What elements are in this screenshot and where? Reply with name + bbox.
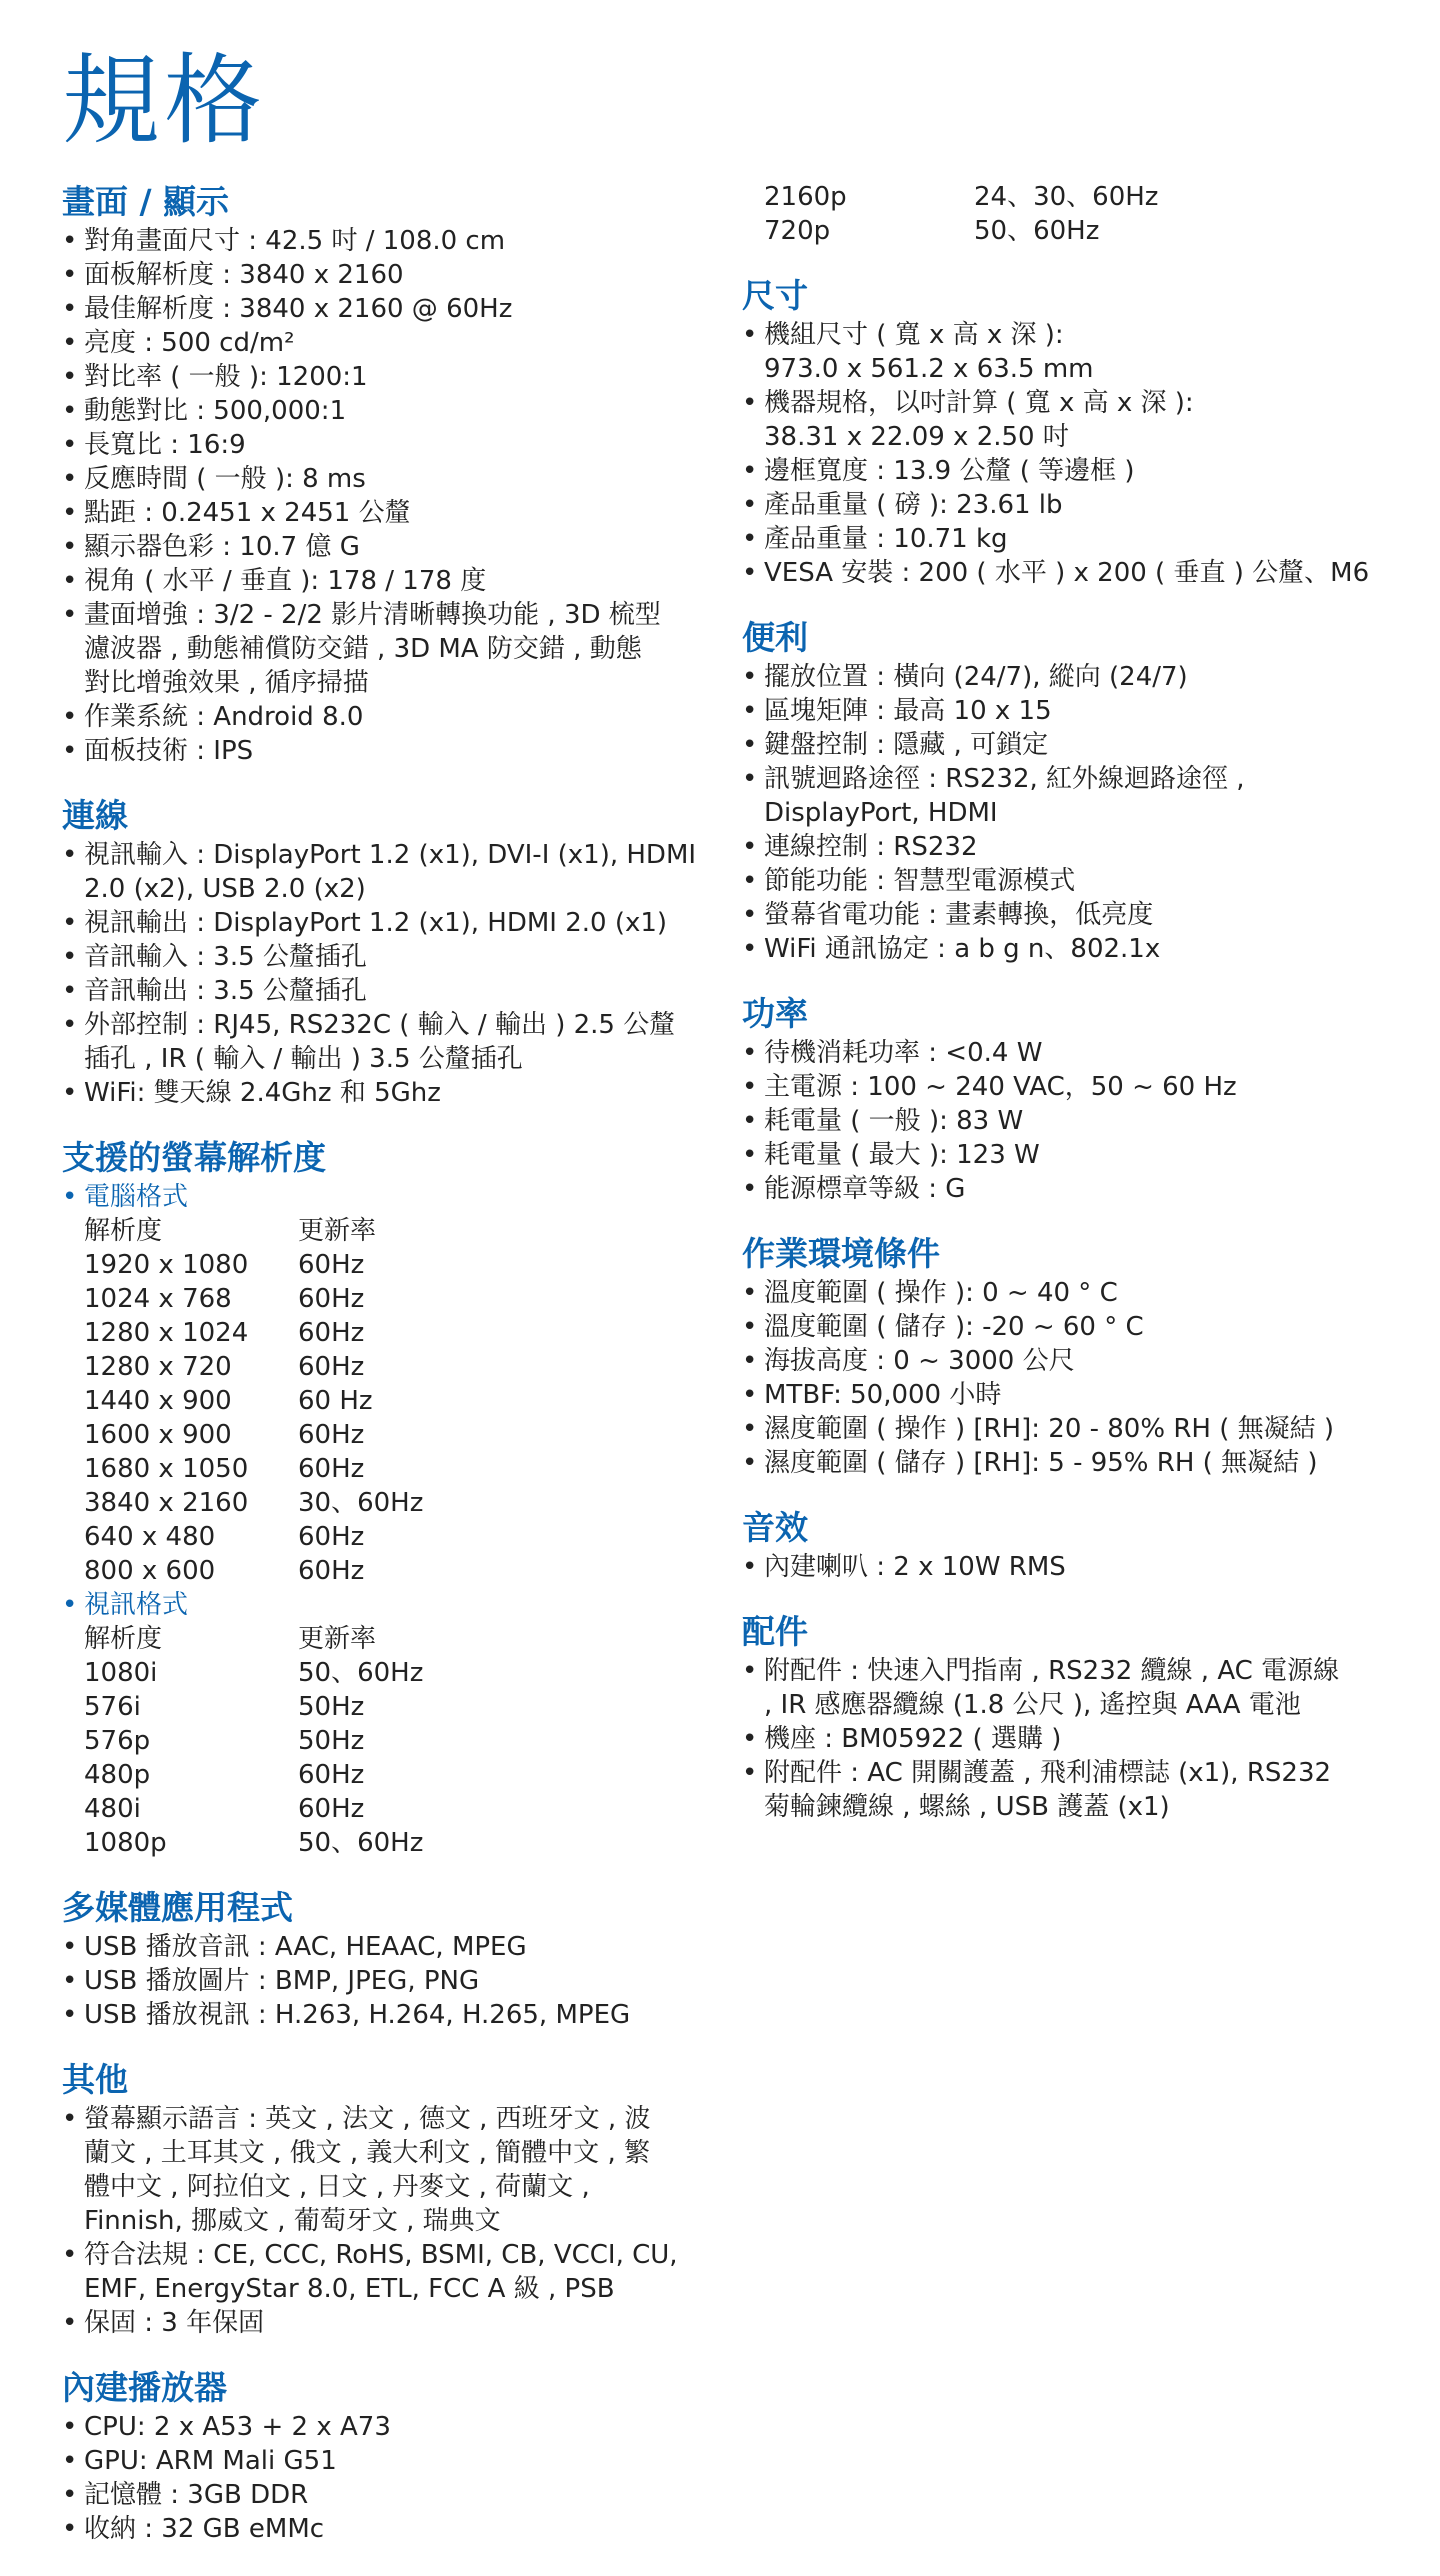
spec-item: • 訊號迴路途徑 : RS232, 紅外線迴路途徑 , DisplayPort, HDMI — [742, 762, 1402, 830]
table-row — [84, 1282, 712, 1316]
resolution-cell: 1920 x 1080 — [84, 1250, 249, 1280]
spec-list — [742, 1036, 1402, 1206]
section-accessories — [742, 1610, 1402, 1824]
spec-item: • 收納 : 32 GB eMMc — [62, 2512, 712, 2546]
section-title: 支援的螢幕解析度 — [62, 1138, 326, 1177]
spec-item: • 對比率 ( 一般 ): 1200:1 — [62, 360, 712, 394]
section-title: 音效 — [742, 1508, 808, 1547]
spec-item: • 連線控制 : RS232 — [742, 830, 1402, 864]
refresh-rate-cell: 60Hz — [298, 1556, 365, 1586]
spec-list — [742, 1276, 1402, 1480]
spec-item: • 附配件 : 快速入門指南 , RS232 纜線 , AC 電源線 , IR 感應器纜線 (1.8 公尺 ), 遙控與 AAA 電池 — [742, 1654, 1402, 1722]
table-header-row — [84, 1622, 712, 1656]
spec-item: • 長寬比 : 16:9 — [62, 428, 712, 462]
spec-item: • 符合法規 : CE, CCC, RoHS, BSMI, CB, VCCI, CU, EMF, EnergyStar 8.0, ETL, FCC A 級 , PSB — [62, 2238, 712, 2306]
table-row — [84, 1418, 712, 1452]
page-title: 規格 — [62, 44, 267, 158]
header-refresh-rate: 更新率 — [298, 1624, 377, 1654]
spec-item: • 畫面增強 : 3/2 - 2/2 影片清晰轉換功能 , 3D 梳型 濾波器 , 動態補償防交錯 , 3D MA 防交錯 , 動態 對比增強效果 , 循序掃描 — [62, 598, 712, 700]
refresh-rate-cell: 50、60Hz — [298, 1828, 424, 1858]
refresh-rate-cell: 30、60Hz — [298, 1488, 424, 1518]
spec-item: • 內建喇叭 : 2 x 10W RMS — [742, 1550, 1402, 1584]
section-display — [62, 180, 712, 768]
resolution-cell: 480p — [84, 1760, 151, 1790]
table-row — [84, 1758, 712, 1792]
resolution-cell: 720p — [764, 216, 831, 246]
table-row — [84, 1826, 712, 1860]
section-title: 畫面 / 顯示 — [62, 182, 230, 221]
resolution-cell: 1280 x 1024 — [84, 1318, 249, 1348]
table-header-row — [84, 1214, 712, 1248]
table-row — [84, 1316, 712, 1350]
resolution-cell: 1440 x 900 — [84, 1386, 232, 1416]
spec-item: • WiFi: 雙天線 2.4Ghz 和 5Ghz — [62, 1076, 712, 1110]
header-resolution: 解析度 — [84, 1216, 163, 1246]
pc-resolution-table — [84, 1214, 712, 1588]
section-title: 其他 — [62, 2060, 128, 2099]
spec-item: • 音訊輸入 : 3.5 公釐插孔 — [62, 940, 712, 974]
section-title: 連線 — [62, 796, 128, 835]
section-power — [742, 992, 1402, 1206]
resolution-cell: 3840 x 2160 — [84, 1488, 249, 1518]
spec-item: • 螢幕省電功能 : 畫素轉換，低亮度 — [742, 898, 1402, 932]
resolution-cell: 1024 x 768 — [84, 1284, 232, 1314]
video-resolution-table-continued — [764, 180, 1402, 248]
spec-list — [62, 1180, 712, 1214]
spec-item: • 點距 : 0.2451 x 2451 公釐 — [62, 496, 712, 530]
spec-item: • 最佳解析度 : 3840 x 2160 @ 60Hz — [62, 292, 712, 326]
spec-list — [62, 1588, 712, 1622]
table-row — [84, 1520, 712, 1554]
spec-item: • 機器規格，以吋計算 ( 寬 x 高 x 深 ): 38.31 x 22.09 x 2.50 吋 — [742, 386, 1402, 454]
spec-item: • 機組尺寸 ( 寬 x 高 x 深 ): 973.0 x 561.2 x 63.5 mm — [742, 318, 1402, 386]
section-title: 尺寸 — [742, 276, 808, 315]
spec-item: • 面板解析度 : 3840 x 2160 — [62, 258, 712, 292]
spec-item: • 濕度範圍 ( 操作 ) [RH]: 20 - 80% RH ( 無凝結 ) — [742, 1412, 1402, 1446]
spec-list — [62, 224, 712, 768]
refresh-rate-cell: 60Hz — [298, 1760, 365, 1790]
section-player — [62, 2366, 712, 2546]
table-row — [84, 1248, 712, 1282]
resolution-cell: 2160p — [764, 182, 847, 212]
section-connectivity — [62, 794, 712, 1110]
table-row — [764, 214, 1402, 248]
spec-item: • 主電源 : 100 ~ 240 VAC，50 ~ 60 Hz — [742, 1070, 1402, 1104]
refresh-rate-cell: 50、60Hz — [298, 1658, 424, 1688]
section-misc — [62, 2058, 712, 2340]
section-resolutions — [62, 1136, 712, 1860]
resolution-cell: 800 x 600 — [84, 1556, 216, 1586]
spec-item: • 螢幕顯示語言 : 英文 , 法文 , 德文 , 西班牙文 , 波 蘭文 , 土耳其文 , 俄文 , 義大利文 , 簡體中文 , 繁 體中文 , 阿拉伯文 , 日文 , 丹麥文 , 荷蘭文 , Finnish, 挪威文 , 葡萄牙文 , 瑞典文 — [62, 2102, 712, 2238]
spec-list — [742, 660, 1402, 966]
spec-item: • 視角 ( 水平 / 垂直 ): 178 / 178 度 — [62, 564, 712, 598]
spec-item: • 顯示器色彩 : 10.7 億 G — [62, 530, 712, 564]
refresh-rate-cell: 60 Hz — [298, 1386, 373, 1416]
section-convenience — [742, 616, 1402, 966]
resolution-cell: 1080i — [84, 1658, 158, 1688]
refresh-rate-cell: 60Hz — [298, 1284, 365, 1314]
section-title: 功率 — [742, 994, 808, 1033]
spec-item: • 能源標章等級 : G — [742, 1172, 1402, 1206]
spec-item: • WiFi 通訊協定 : a b g n、802.1x — [742, 932, 1402, 966]
section-title: 作業環境條件 — [742, 1234, 940, 1273]
spec-item: • 海拔高度 : 0 ~ 3000 公尺 — [742, 1344, 1402, 1378]
spec-list — [62, 1930, 712, 2032]
refresh-rate-cell: 60Hz — [298, 1250, 365, 1280]
spec-item: • 機座 : BM05922 ( 選購 ) — [742, 1722, 1402, 1756]
video-resolution-table — [84, 1622, 712, 1860]
refresh-rate-cell: 60Hz — [298, 1352, 365, 1382]
resolution-cell: 480i — [84, 1794, 141, 1824]
spec-item: • 視訊輸入 : DisplayPort 1.2 (x1), DVI-I (x1), HDMI 2.0 (x2), USB 2.0 (x2) — [62, 838, 712, 906]
spec-item: • VESA 安裝 : 200 ( 水平 ) x 200 ( 垂直 ) 公釐、M6 — [742, 556, 1402, 590]
table-row — [84, 1486, 712, 1520]
left-column — [62, 180, 712, 2572]
table-row — [84, 1724, 712, 1758]
spec-list — [62, 2102, 712, 2340]
spec-item: • USB 播放視訊 : H.263, H.264, H.265, MPEG — [62, 1998, 712, 2032]
table-row — [764, 180, 1402, 214]
spec-item: • USB 播放音訊 : AAC, HEAAC, MPEG — [62, 1930, 712, 1964]
refresh-rate-cell: 60Hz — [298, 1522, 365, 1552]
table-row — [84, 1384, 712, 1418]
table-row — [84, 1792, 712, 1826]
refresh-rate-cell: 60Hz — [298, 1318, 365, 1348]
table-row — [84, 1554, 712, 1588]
spec-item: • 反應時間 ( 一般 ): 8 ms — [62, 462, 712, 496]
resolution-cell: 576p — [84, 1726, 151, 1756]
section-title: 多媒體應用程式 — [62, 1888, 293, 1927]
section-title: 配件 — [742, 1612, 808, 1651]
spec-list — [62, 2410, 712, 2546]
spec-list — [742, 1550, 1402, 1584]
spec-item: • 作業系統 : Android 8.0 — [62, 700, 712, 734]
refresh-rate-cell: 24、30、60Hz — [974, 182, 1159, 212]
resolution-cell: 1600 x 900 — [84, 1420, 232, 1450]
table-row — [84, 1656, 712, 1690]
spec-item: • GPU: ARM Mali G51 — [62, 2444, 712, 2478]
spec-list — [742, 1654, 1402, 1824]
table-row — [84, 1690, 712, 1724]
spec-item: • 音訊輸出 : 3.5 公釐插孔 — [62, 974, 712, 1008]
spec-list — [62, 838, 712, 1110]
refresh-rate-cell: 60Hz — [298, 1454, 365, 1484]
spec-item: • 溫度範圍 ( 操作 ): 0 ~ 40 ° C — [742, 1276, 1402, 1310]
spec-item: • 附配件 : AC 開關護蓋 , 飛利浦標誌 (x1), RS232 菊輪鍊纜線 , 螺絲 , USB 護蓋 (x1) — [742, 1756, 1402, 1824]
spec-item: • 邊框寬度 : 13.9 公釐 ( 等邊框 ) — [742, 454, 1402, 488]
spec-item: • 面板技術 : IPS — [62, 734, 712, 768]
spec-item: • 擺放位置 : 橫向 (24/7), 縱向 (24/7) — [742, 660, 1402, 694]
refresh-rate-cell: 50Hz — [298, 1692, 365, 1722]
resolution-cell: 576i — [84, 1692, 141, 1722]
refresh-rate-cell: 60Hz — [298, 1794, 365, 1824]
section-dimensions — [742, 274, 1402, 590]
pc-formats-label: • 電腦格式 — [62, 1180, 712, 1214]
section-video-formats-continued — [742, 180, 1402, 248]
spec-item: • 鍵盤控制 : 隱藏 , 可鎖定 — [742, 728, 1402, 762]
refresh-rate-cell: 50Hz — [298, 1726, 365, 1756]
spec-item: • 耗電量 ( 最大 ): 123 W — [742, 1138, 1402, 1172]
section-title: 便利 — [742, 618, 808, 657]
spec-item: • 濕度範圍 ( 儲存 ) [RH]: 5 - 95% RH ( 無凝結 ) — [742, 1446, 1402, 1480]
table-row — [84, 1350, 712, 1384]
spec-item: • USB 播放圖片 : BMP, JPEG, PNG — [62, 1964, 712, 1998]
section-environment — [742, 1232, 1402, 1480]
spec-item: • 對角畫面尺寸 : 42.5 吋 / 108.0 cm — [62, 224, 712, 258]
section-title: 內建播放器 — [62, 2368, 227, 2407]
section-sound — [742, 1506, 1402, 1584]
spec-item: • 待機消耗功率 : <0.4 W — [742, 1036, 1402, 1070]
section-multimedia — [62, 1886, 712, 2032]
spec-item: • 記憶體 : 3GB DDR — [62, 2478, 712, 2512]
spec-item: • CPU: 2 x A53 + 2 x A73 — [62, 2410, 712, 2444]
spec-item: • 產品重量 : 10.71 kg — [742, 522, 1402, 556]
spec-item: • 耗電量 ( 一般 ): 83 W — [742, 1104, 1402, 1138]
spec-item: • 溫度範圍 ( 儲存 ): -20 ~ 60 ° C — [742, 1310, 1402, 1344]
spec-item: • 外部控制 : RJ45, RS232C ( 輸入 / 輸出 ) 2.5 公釐 插孔 , IR ( 輸入 / 輸出 ) 3.5 公釐插孔 — [62, 1008, 712, 1076]
spec-item: • MTBF: 50,000 小時 — [742, 1378, 1402, 1412]
spec-item: • 動態對比 : 500,000:1 — [62, 394, 712, 428]
table-row — [84, 1452, 712, 1486]
refresh-rate-cell: 60Hz — [298, 1420, 365, 1450]
spec-item: • 節能功能 : 智慧型電源模式 — [742, 864, 1402, 898]
resolution-cell: 640 x 480 — [84, 1522, 216, 1552]
spec-item: • 保固 : 3 年保固 — [62, 2306, 712, 2340]
refresh-rate-cell: 50、60Hz — [974, 216, 1100, 246]
header-refresh-rate: 更新率 — [298, 1216, 377, 1246]
resolution-cell: 1080p — [84, 1828, 167, 1858]
spec-list — [742, 318, 1402, 590]
resolution-cell: 1680 x 1050 — [84, 1454, 249, 1484]
resolution-cell: 1280 x 720 — [84, 1352, 232, 1382]
spec-item: • 區塊矩陣 : 最高 10 x 15 — [742, 694, 1402, 728]
spec-item: • 產品重量 ( 磅 ): 23.61 lb — [742, 488, 1402, 522]
spec-item: • 亮度 : 500 cd/m² — [62, 326, 712, 360]
header-resolution: 解析度 — [84, 1624, 163, 1654]
right-column — [742, 180, 1402, 1850]
spec-item: • 視訊輸出 : DisplayPort 1.2 (x1), HDMI 2.0 (x1) — [62, 906, 712, 940]
video-formats-label: • 視訊格式 — [62, 1588, 712, 1622]
